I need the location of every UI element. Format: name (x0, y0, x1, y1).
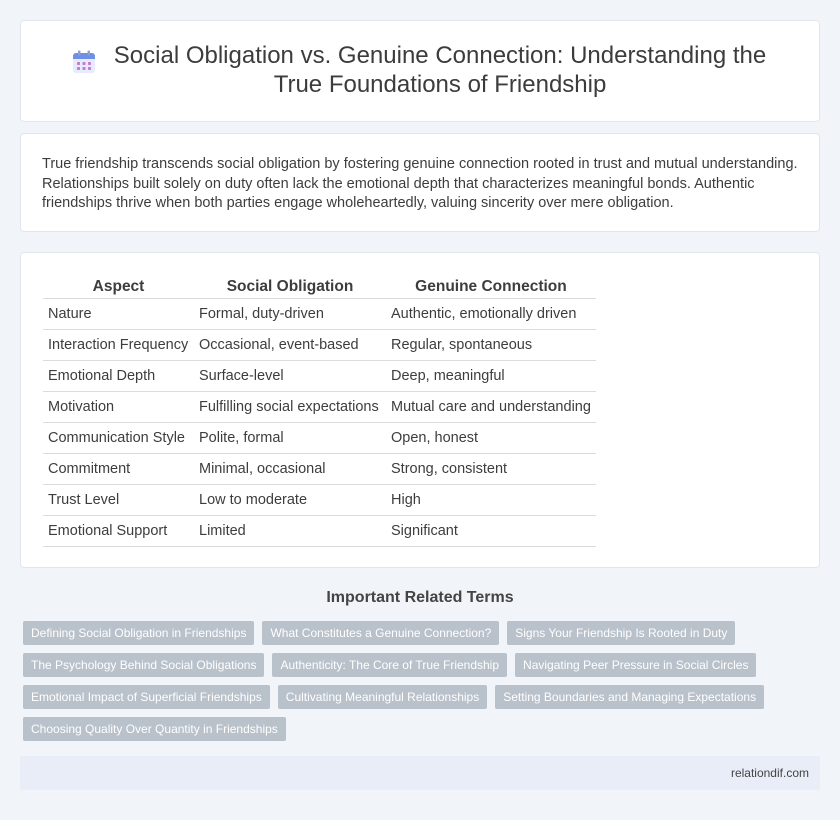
table-cell: Interaction Frequency (43, 330, 194, 361)
table-row (43, 330, 596, 361)
footer (20, 756, 820, 790)
table-cell: Trust Level (43, 485, 194, 516)
related-term-link[interactable]: Signs Your Friendship Is Rooted in Duty (507, 621, 735, 645)
related-term-link[interactable]: Cultivating Meaningful Relationships (278, 685, 487, 709)
table-row (43, 299, 596, 330)
table-cell: High (386, 485, 596, 516)
comparison-table (43, 276, 596, 547)
related-term-link[interactable]: Navigating Peer Pressure in Social Circles (515, 653, 756, 677)
footer-site-link[interactable]: relationdif.com (730, 766, 809, 780)
table-cell: Strong, consistent (386, 454, 596, 485)
table-cell: Mutual care and understanding (386, 392, 596, 423)
related-terms-list (23, 621, 803, 741)
table-cell: Open, honest (386, 423, 596, 454)
table-cell: Low to moderate (194, 485, 386, 516)
table-row (43, 361, 596, 392)
table-row (43, 516, 596, 547)
table-cell: Authentic, emotionally driven (386, 299, 596, 330)
related-term-link[interactable]: Choosing Quality Over Quantity in Friendships (23, 717, 286, 741)
table-cell: Regular, spontaneous (386, 330, 596, 361)
table-cell: Surface-level (194, 361, 386, 392)
table-cell: Formal, duty-driven (194, 299, 386, 330)
header-genuine-connection: Genuine Connection (386, 276, 596, 299)
table-row (43, 423, 596, 454)
related-term-link[interactable]: Emotional Impact of Superficial Friendships (23, 685, 270, 709)
table-cell: Nature (43, 299, 194, 330)
related-terms-heading: Important Related Terms (326, 589, 514, 606)
table-row (43, 392, 596, 423)
related-term-link[interactable]: Setting Boundaries and Managing Expectations (495, 685, 764, 709)
header-aspect: Aspect (43, 276, 194, 299)
table-cell: Emotional Depth (43, 361, 194, 392)
title-card (20, 20, 820, 122)
table-cell: Motivation (43, 392, 194, 423)
table-cell: Limited (194, 516, 386, 547)
table-cell: Minimal, occasional (194, 454, 386, 485)
table-cell: Significant (386, 516, 596, 547)
related-term-link[interactable]: The Psychology Behind Social Obligations (23, 653, 264, 677)
intro-card (20, 133, 820, 232)
title-wrap (61, 41, 779, 99)
related-term-link[interactable]: Defining Social Obligation in Friendships (23, 621, 254, 645)
table-cell: Polite, formal (194, 423, 386, 454)
table-cell: Communication Style (43, 423, 194, 454)
header-social-obligation: Social Obligation (194, 276, 386, 299)
table-card (20, 252, 820, 568)
table-cell: Fulfilling social expectations (194, 392, 386, 423)
table-header-row (43, 276, 596, 299)
table-cell: Commitment (43, 454, 194, 485)
related-term-link[interactable]: Authenticity: The Core of True Friendship (272, 653, 507, 677)
table-cell: Emotional Support (43, 516, 194, 547)
table-cell: Deep, meaningful (386, 361, 596, 392)
page-title: Social Obligation vs. Genuine Connection: Understanding the True Foundations of Friendship (113, 42, 767, 98)
table-cell: Occasional, event-based (194, 330, 386, 361)
table-row (43, 454, 596, 485)
calendar-icon (71, 49, 97, 75)
table-row (43, 485, 596, 516)
intro-paragraph: True friendship transcends social obligation by fostering genuine connection rooted in trust and mutual understanding. Relationships built solely on duty often lack the emotional depth that characterizes meaningful bonds. Authentic friendships thrive when both parties engage wholeheartedly, valuing sincerity over mere obligation. (42, 156, 798, 211)
related-term-link[interactable]: What Constitutes a Genuine Connection? (262, 621, 499, 645)
